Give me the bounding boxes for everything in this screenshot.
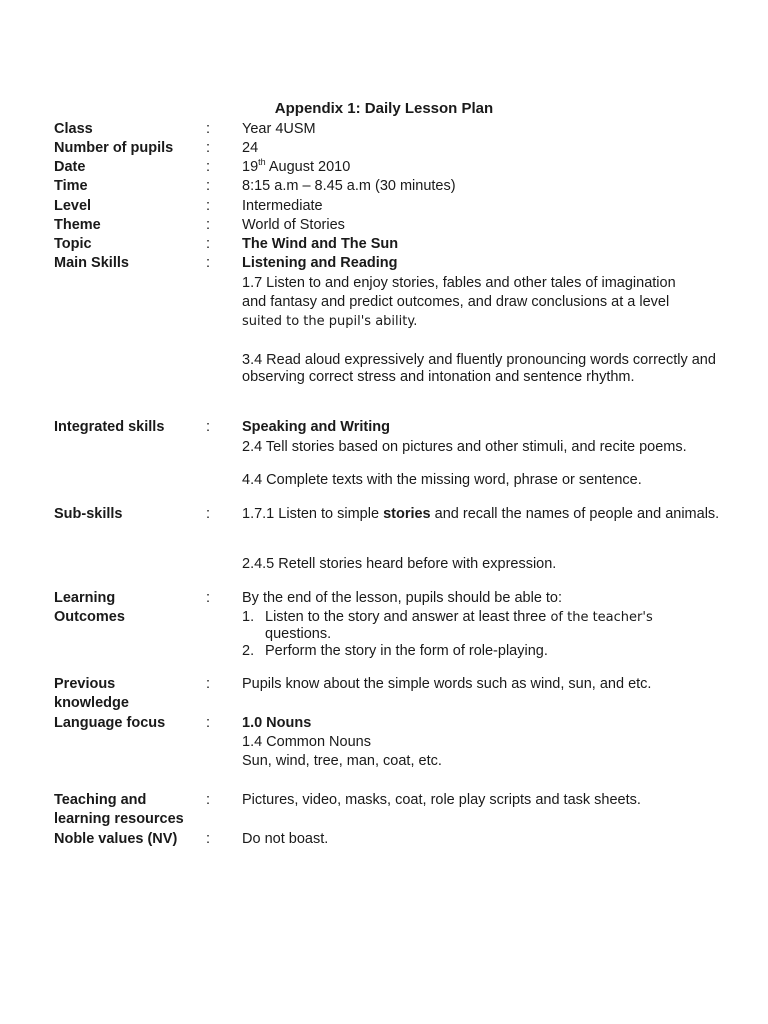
- outcomes-list: [242, 609, 727, 660]
- colon: :: [206, 198, 211, 214]
- noble-values-value: Do not boast.: [242, 831, 329, 847]
- level-value: Intermediate: [242, 198, 323, 214]
- topic-label: Topic: [54, 236, 92, 252]
- main-skills-heading: Listening and Reading: [242, 255, 398, 271]
- date-day: 19: [242, 159, 259, 175]
- theme-label: Theme: [54, 217, 101, 233]
- colon: :: [206, 255, 211, 271]
- sub-skills-paragraph-2: 2.4.5 Retell stories heard before with expression.: [242, 556, 557, 572]
- integrated-skills-paragraph-1: 2.4 Tell stories based on pictures and other stimuli, and recite poems.: [242, 439, 687, 455]
- sub-skills-text-end: and recall the names of people and animals.: [430, 506, 720, 522]
- sub-skills-label: Sub-skills: [54, 506, 123, 522]
- previous-knowledge-label-1: Previous: [54, 676, 116, 692]
- resources-label-1: Teaching and: [54, 792, 147, 808]
- outcome-text: Listen to the story and answer at least three: [265, 609, 547, 625]
- colon: :: [206, 178, 211, 194]
- level-label: Level: [54, 198, 92, 214]
- class-label: Class: [54, 121, 93, 137]
- resources-label-2: learning resources: [54, 811, 184, 827]
- main-skills-label: Main Skills: [54, 255, 129, 271]
- language-focus-line-3: Sun, wind, tree, man, coat, etc.: [242, 753, 442, 769]
- list-item: [242, 609, 727, 643]
- colon: :: [206, 217, 211, 233]
- colon: :: [206, 140, 211, 156]
- learning-outcomes-intro: By the end of the lesson, pupils should be able to:: [242, 590, 563, 606]
- main-skills-line-2: and fantasy and predict outcomes, and draw conclusions at a level: [242, 294, 670, 310]
- outcome-text-cont: questions.: [265, 626, 332, 642]
- sub-skills-paragraph-1: [242, 506, 727, 523]
- pupils-label: Number of pupils: [54, 140, 174, 156]
- sub-skills-text-bold: stories: [383, 506, 431, 522]
- time-label: Time: [54, 178, 88, 194]
- list-item: [242, 643, 727, 660]
- page-title: Appendix 1: Daily Lesson Plan: [274, 100, 494, 117]
- main-skills-paragraph-2: 3.4 Read aloud expressively and fluently pronouncing words correctly and observing correct stress and intonation and sentence rhythm.: [242, 352, 716, 385]
- learning-outcomes-label-2: Outcomes: [54, 609, 125, 625]
- date-label: Date: [54, 159, 86, 175]
- outcome-text-fine: of the teacher's: [546, 610, 653, 625]
- colon: :: [206, 506, 211, 522]
- list-number: 2.: [242, 643, 255, 659]
- language-focus-line-2: 1.4 Common Nouns: [242, 734, 371, 750]
- language-focus-heading: 1.0 Nouns: [242, 715, 312, 731]
- previous-knowledge-value: Pupils know about the simple words such as wind, sun, and etc.: [242, 676, 652, 692]
- integrated-skills-paragraph-2: 4.4 Complete texts with the missing word, phrase or sentence.: [242, 472, 642, 488]
- noble-values-label: Noble values (NV): [54, 831, 178, 847]
- class-value: Year 4USM: [242, 121, 316, 137]
- colon: :: [206, 419, 211, 435]
- previous-knowledge-label-2: knowledge: [54, 695, 129, 711]
- resources-value: Pictures, video, masks, coat, role play scripts and task sheets.: [242, 792, 641, 808]
- colon: :: [206, 792, 211, 808]
- colon: :: [206, 831, 211, 847]
- main-skills-line-1: 1.7 Listen to and enjoy stories, fables and other tales of imagination: [242, 275, 676, 291]
- integrated-skills-label: Integrated skills: [54, 419, 165, 435]
- pupils-value: 24: [242, 140, 259, 156]
- main-skills-line-3: suited to the pupil's ability.: [242, 314, 418, 329]
- colon: :: [206, 159, 211, 175]
- topic-value: The Wind and The Sun: [242, 236, 399, 252]
- language-focus-label: Language focus: [54, 715, 166, 731]
- date-suffix: th: [258, 157, 266, 168]
- time-value: 8:15 a.m – 8.45 a.m (30 minutes): [242, 178, 456, 194]
- date-rest: August 2010: [265, 159, 351, 175]
- list-number: 1.: [242, 609, 255, 625]
- outcome-text: Perform the story in the form of role-playing.: [265, 643, 548, 659]
- date-value: [242, 159, 727, 176]
- colon: :: [206, 676, 211, 692]
- colon: :: [206, 715, 211, 731]
- integrated-skills-heading: Speaking and Writing: [242, 419, 390, 435]
- learning-outcomes-label-1: Learning: [54, 590, 116, 606]
- colon: :: [206, 236, 211, 252]
- sub-skills-text-start: 1.7.1 Listen to simple: [242, 506, 384, 522]
- colon: :: [206, 121, 211, 137]
- theme-value: World of Stories: [242, 217, 345, 233]
- colon: :: [206, 590, 211, 606]
